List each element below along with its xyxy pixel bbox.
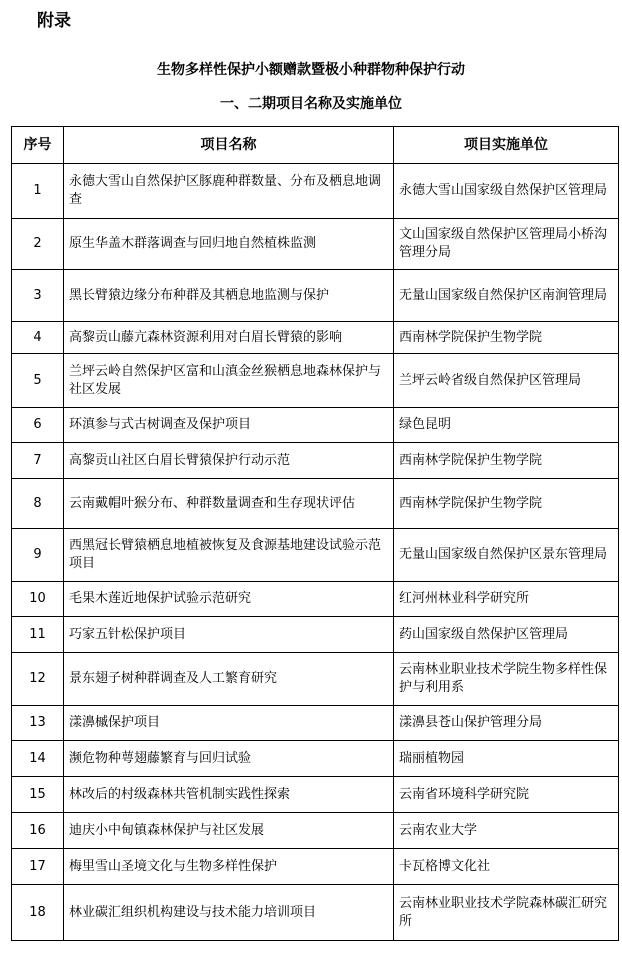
table-row (12, 653, 619, 706)
table-row (12, 270, 619, 322)
implementing-unit: 兰坪云岭省级自然保护区管理局 (394, 354, 619, 408)
project-name: 兰坪云岭自然保护区富和山滇金丝猴栖息地森林保护与社区发展 (64, 354, 394, 408)
table-row (12, 741, 619, 777)
table-row (12, 582, 619, 617)
table-row (12, 849, 619, 885)
project-name: 高黎贡山社区白眉长臂猿保护行动示范 (64, 443, 394, 479)
project-name: 林业碳汇组织机构建设与技术能力培训项目 (64, 885, 394, 941)
project-name: 林改后的村级森林共管机制实践性探索 (64, 777, 394, 813)
row-number: 5 (12, 354, 64, 408)
project-name: 巧家五针松保护项目 (64, 617, 394, 653)
row-number: 7 (12, 443, 64, 479)
header-number: 序号 (12, 127, 64, 164)
header-implementing-unit: 项目实施单位 (394, 127, 619, 164)
header-project-name: 项目名称 (64, 127, 394, 164)
table-row (12, 479, 619, 529)
project-name: 濒危物种萼翅藤繁育与回归试验 (64, 741, 394, 777)
row-number: 9 (12, 529, 64, 582)
implementing-unit: 绿色昆明 (394, 408, 619, 443)
row-number: 17 (12, 849, 64, 885)
table-row (12, 322, 619, 354)
project-name: 环滇参与式古树调查及保护项目 (64, 408, 394, 443)
project-name: 黑长臂猿边缘分布种群及其栖息地监测与保护 (64, 270, 394, 322)
implementing-unit: 云南省环境科学研究院 (394, 777, 619, 813)
implementing-unit: 永德大雪山国家级自然保护区管理局 (394, 164, 619, 219)
implementing-unit: 红河州林业科学研究所 (394, 582, 619, 617)
projects-table (11, 126, 619, 941)
implementing-unit: 药山国家级自然保护区管理局 (394, 617, 619, 653)
project-name: 云南戴帽叶猴分布、种群数量调查和生存现状评估 (64, 479, 394, 529)
table-row (12, 617, 619, 653)
table-row (12, 354, 619, 408)
project-name: 漾濞槭保护项目 (64, 706, 394, 741)
row-number: 1 (12, 164, 64, 219)
document-title: 生物多样性保护小额赠款暨极小种群物种保护行动 (157, 62, 465, 78)
implementing-unit: 瑞丽植物园 (394, 741, 619, 777)
row-number: 10 (12, 582, 64, 617)
row-number: 6 (12, 408, 64, 443)
row-number: 13 (12, 706, 64, 741)
implementing-unit: 西南林学院保护生物学院 (394, 443, 619, 479)
implementing-unit: 漾濞县苍山保护管理分局 (394, 706, 619, 741)
implementing-unit: 无量山国家级自然保护区景东管理局 (394, 529, 619, 582)
implementing-unit: 文山国家级自然保护区管理局小桥沟管理分局 (394, 219, 619, 270)
project-name: 原生华盖木群落调查与回归地自然植株监测 (64, 219, 394, 270)
row-number: 4 (12, 322, 64, 354)
table-row (12, 885, 619, 941)
table-row (12, 219, 619, 270)
project-name: 梅里雪山圣境文化与生物多样性保护 (64, 849, 394, 885)
document-subtitle: 一、二期项目名称及实施单位 (220, 96, 402, 112)
project-name: 西黑冠长臂猿栖息地植被恢复及食源基地建设试验示范项目 (64, 529, 394, 582)
table-header (12, 127, 619, 164)
project-name: 迪庆小中甸镇森林保护与社区发展 (64, 813, 394, 849)
row-number: 2 (12, 219, 64, 270)
project-name: 永德大雪山自然保护区豚鹿种群数量、分布及栖息地调查 (64, 164, 394, 219)
row-number: 11 (12, 617, 64, 653)
table-row (12, 408, 619, 443)
row-number: 3 (12, 270, 64, 322)
implementing-unit: 云南林业职业技术学院生物多样性保护与利用系 (394, 653, 619, 706)
implementing-unit: 云南农业大学 (394, 813, 619, 849)
header-row (12, 127, 619, 164)
appendix-label: 附录 (37, 11, 71, 31)
row-number: 18 (12, 885, 64, 941)
table-row (12, 777, 619, 813)
row-number: 12 (12, 653, 64, 706)
table-row (12, 443, 619, 479)
project-name: 景东翅子树种群调查及人工繁育研究 (64, 653, 394, 706)
table-row (12, 529, 619, 582)
implementing-unit: 西南林学院保护生物学院 (394, 322, 619, 354)
row-number: 8 (12, 479, 64, 529)
table-row (12, 706, 619, 741)
table-body (12, 164, 619, 941)
row-number: 14 (12, 741, 64, 777)
table-row (12, 813, 619, 849)
implementing-unit: 卡瓦格博文化社 (394, 849, 619, 885)
implementing-unit: 云南林业职业技术学院森林碳汇研究所 (394, 885, 619, 941)
project-name: 高黎贡山藤亢森林资源利用对白眉长臂猿的影响 (64, 322, 394, 354)
implementing-unit: 无量山国家级自然保护区南涧管理局 (394, 270, 619, 322)
project-name: 毛果木莲近地保护试验示范研究 (64, 582, 394, 617)
row-number: 16 (12, 813, 64, 849)
row-number: 15 (12, 777, 64, 813)
implementing-unit: 西南林学院保护生物学院 (394, 479, 619, 529)
table-row (12, 164, 619, 219)
